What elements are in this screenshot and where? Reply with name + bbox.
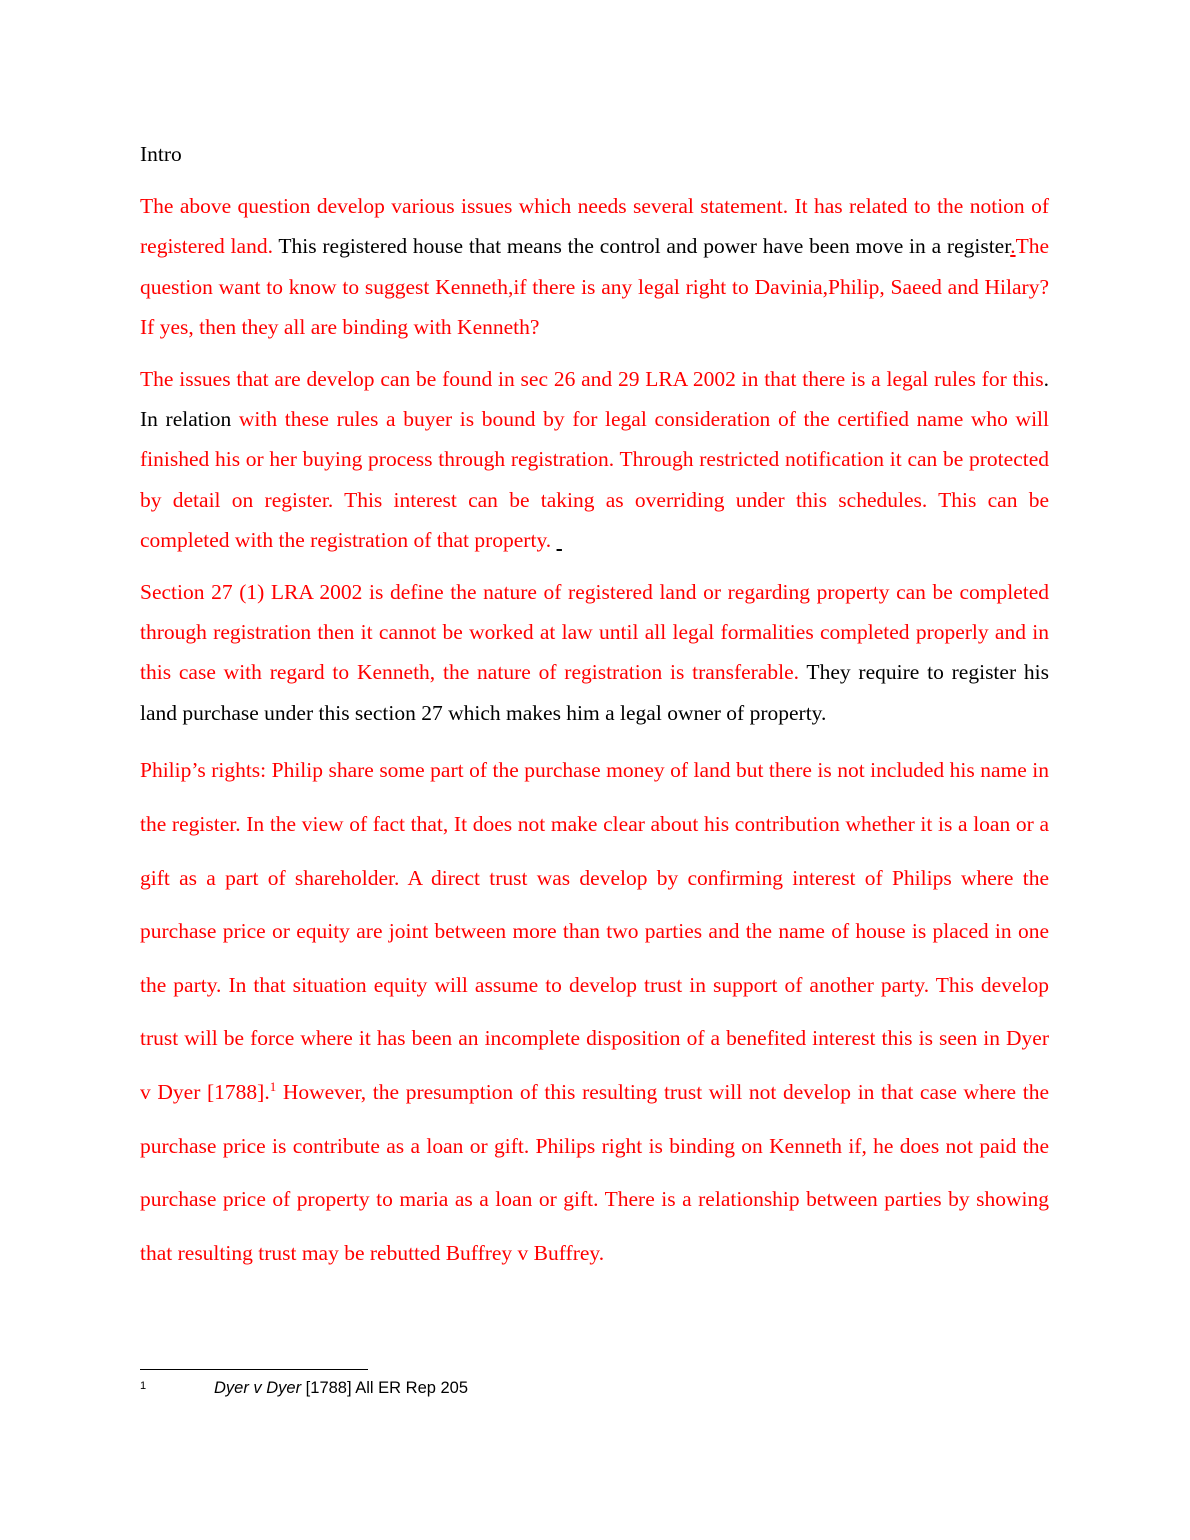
footnote-text [214,1377,468,1399]
footnote-case-name: Dyer v Dyer [214,1379,302,1397]
paragraph-section-27-text-black: They require to register his land purchase under this section 27 which makes him a legal owner of property. [140,660,1050,725]
footnote-number: 1 [140,1380,147,1392]
paragraph-section-27-text-red: Section 27 (1) LRA 2002 is define the nature of registered land or regarding property can be completed through registration then it cannot be worked at law until all legal formalities completed properly and in this case with regard to Kenneth, the nature of registration is transferable. [140,579,1049,685]
footnote-separator [140,1369,368,1370]
paragraph-section-27 [140,572,1049,733]
footnote-reference[interactable]: 1 [269,1078,277,1094]
paragraph-introduction [140,186,1049,347]
paragraph-introduction-text-black: This registered house that means the control and power have been move in a register [272,234,1011,259]
intro-heading: Intro [140,142,182,166]
paragraph-issues [140,359,1049,560]
paragraph-philips-rights-continuation: However, the presumption of this resulting trust will not develop in that case where the purchase price is contribute as a loan or gift. Philips right is binding on Kenneth if, he does not paid the purchase price of property to maria as a loan or gift. There is a relationship between parties by showing that resulting trust may be rebutted Buffrey v Buffrey. [140,1079,1049,1265]
paragraph-introduction-text-red: The above question develop various issues which needs several statement. It has related to the notion of registered land. [140,194,1049,259]
footnote-citation: [1788] All ER Rep 205 [301,1379,469,1397]
paragraph-issues-text-black: . In relation [140,366,1049,431]
paragraph-issues-text-red: The issues that are develop can be found in sec 26 and 29 LRA 2002 in that there is a legal rules for this [140,366,1044,391]
paragraph-issues-underline-space [557,528,562,552]
document-body [140,186,1049,1280]
paragraph-introduction-question-text: The question want to know to suggest Kenneth,if there is any legal right to Davinia,Philip, Saeed and Hilary? If yes, then they all are binding with Kenneth? [140,234,1050,339]
paragraph-issues-rules-text: with these rules a buyer is bound by for legal consideration of the certified name who will finished his or her buying process through registration. Through restricted notification it can be protected by detail on register. This interest can be taking as overriding under this schedules. This can be completed with the registration of that property. [140,406,1050,552]
paragraph-philips-rights [140,744,1049,1280]
paragraph-introduction-underlined-period: . [1010,234,1016,259]
paragraph-philips-rights-text: Philip’s rights: Philip share some part of the purchase money of land but there is not included his name in the register. In the view of fact that, It does not make clear about his contribution whether it is a loan or a gift as a part of shareholder. A direct trust was develop by confirming interest of Philips where the purchase price or equity are joint between more than two parties and the name of house is placed in one the party. In that situation equity will assume to develop trust in support of another party. This develop trust will be force where it has been an incomplete disposition of a benefited interest this is seen in Dyer v Dyer [1788]. [140,758,1049,1104]
